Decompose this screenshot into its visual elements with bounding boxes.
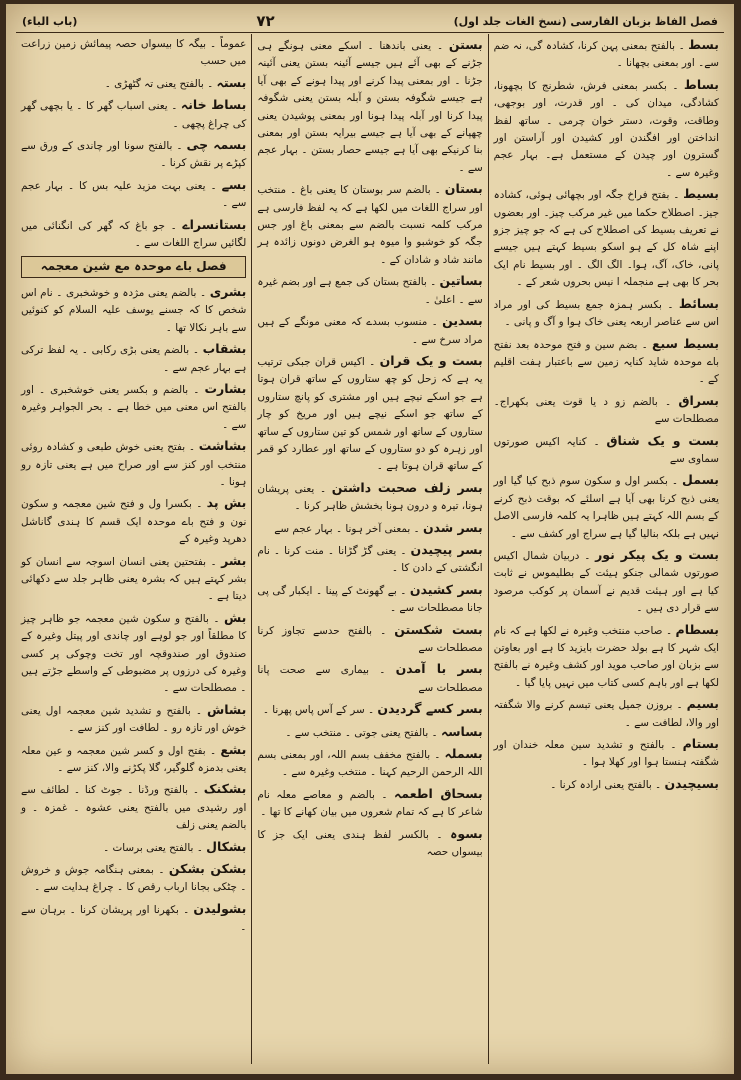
entry-headword: بساط خانہ <box>180 97 247 113</box>
dictionary-entry <box>494 185 719 291</box>
dictionary-entry <box>21 283 246 337</box>
entry-definition: ۔ بکسر اول و سکون سوم ذبح کیا گیا اور یعنی ذبح کرنا بھی آیا ہے اسلئے کہ بوقت ذبح کرنے کے بسم اللہ کہتے ہیں ظاہرا یہ کلمہ فارسی الاصل نہیں ہے بلکہ بنالیا گیا ہے سراج اور کشف سے ۔ <box>493 475 719 540</box>
dictionary-entry <box>257 700 482 719</box>
entry-definition: ۔ یعنی اسباب گھر کا ۔ یا بچھی گھر کی چراغ پچھی ۔ <box>21 100 247 130</box>
entry-headword: بساتین <box>439 273 483 289</box>
dictionary-entry <box>494 775 719 794</box>
dictionary-entry <box>257 723 482 742</box>
entry-headword: بسط <box>688 37 719 52</box>
entry-headword: بست و یک پیکر نور <box>595 546 719 562</box>
entry-definition: ۔ بالضم و بکسر یعنی خوشخبری ۔ اور بالفتح اس معنی میں خطا ہے ۔ بحر الجواہر وغیرہ سے ۔ <box>21 383 247 431</box>
dictionary-entry <box>21 838 246 857</box>
entry-headword: بستانسراے <box>182 216 247 232</box>
entry-definition: ۔ بالضم و معاصے معلہ نام شاعر کا ہے کہ تمام شعروں میں بیان کھانے کا تھا ۔ <box>257 788 483 819</box>
entry-headword: بستن <box>448 37 483 52</box>
entry-headword: بشاشت <box>198 438 247 454</box>
dictionary-entry <box>494 471 719 543</box>
entry-definition: ۔ بالفتح و تشدید سین معلہ خندان اور شگفتہ ہنستا ہوا اور کھلا ہوا ۔ <box>493 739 719 769</box>
entry-definition: ۔ دربیان شمال اکیس صورتوں شمالی جنکو ہیئت کے بطلیموس نے ثابت کیا ہے اور ہیئت قدیم نے آسمان پر کوکب مرصود سے قرار دی ہیں ۔ <box>493 549 719 615</box>
dictionary-entry <box>257 621 482 658</box>
entry-definition: ۔ بالضم یعنی مژدہ و خوشخبری ۔ نام اس شخص کا کہ جسنے یوسف علیہ السلام کو کنوئیں سے باہر نکالا تھا ۔ <box>21 286 247 334</box>
entry-definition: ۔ بالفتح بمعنی پہن کرنا، کشادہ گی، نہ ضم سے۔ اور بمعنی بچھانا ۔ <box>493 40 719 70</box>
entry-definition: ۔ بالفتح و تشدید شین معجمہ اول یعنی خوش اور تازہ رو ۔ لطافت اور کنز سے ۔ <box>21 704 247 735</box>
entry-definition: ۔ بضم سین و فتح موحدہ بعد نفتح باے موحدہ شاید کنایہ زمین سے باعتبار ہفت اقلیم کے ۔ <box>493 338 719 386</box>
entry-headword: بست و یک شناق <box>606 432 719 448</box>
entry-headword: بشاش <box>206 701 247 717</box>
entry-definition: ۔ یعنی پریشان ہونا، تیرہ و درون ہونا بخشش ظاہر کرنا ۔ <box>257 482 483 513</box>
entry-headword: بست و یک قران <box>379 352 483 368</box>
dictionary-entry <box>257 825 482 862</box>
column-middle <box>251 34 488 1064</box>
page-header <box>16 10 724 33</box>
dictionary-entry <box>21 74 246 93</box>
entry-definition: ۔ اکیس قران جبکی ترتیب یہ ہے کہ زحل کو چھ ستاروں کے ساتھ قران ہوتا ہے جو اسکے نیچے ہیں اور مشتری کو پانچ ستاروں کے ساتھ جو اسکے نیچے ہیں اور مریخ کو چار ستاروں کے ساتھ اور شمس کو تین ستاروں کے ساتھ اور زہرہ کو دو ستاروں کے ساتھ اور عطارد کو قمر کے ساتھ قران ہوتا ہے ۔ <box>257 355 483 473</box>
dictionary-entry <box>21 136 246 173</box>
entry-definition: ۔ صاحب منتخب وغیرہ نے لکھا ہے کہ نام ایک شہر کا ہے بولد حضرت بایزید کا ہے اور بعاوتن سے بزبان اور صاحب موید اور کشف وغیرہ نے بالفتح لکھا ہے اور باہم کسی کتاب میں نہیں پایا گیا ۔ <box>493 624 719 689</box>
entry-headword: بسیط <box>683 186 719 202</box>
dictionary-entry <box>257 785 482 822</box>
entry-definition: ۔ بکسر بمعنی فرش، شطرنج کا بچھونا، کشادگی، میدان کی ۔ اور قدرت، اور بوجھی، وطاقت، وقوت، دستر خوان چرمی ۔ ساتھ لفظ انداختن اور افگندن اور کشیدن اور آراستن اور گسترون اور چیدن کے مستعمل ہے۔ بہار عجم وغیرہ سے ۔ <box>493 79 719 179</box>
entry-headword: بساسہ <box>440 723 483 739</box>
entry-definition: ۔ بالضم یعنی بڑی رکابی ۔ یہ لفظ ترکی ہے بہار عجم سے ۔ <box>21 344 247 374</box>
entry-headword: بشارت <box>204 380 247 396</box>
dictionary-entry <box>21 96 246 133</box>
entry-definition: ۔ بمعنی ہنگامہ جوش و خروش ۔ چٹکی بجانا ارباب رقص کا ۔ چراغ ہدایت سے ۔ <box>21 864 247 894</box>
dictionary-entry <box>494 76 719 182</box>
entry-headword: بسر کشیدن <box>409 581 483 597</box>
entry-headword: بست شکستن <box>394 621 483 637</box>
entry-headword: بشقاب <box>202 341 247 357</box>
entry-definition: ۔ کنایہ اکیس صورتوں سماوی سے <box>493 435 719 465</box>
dictionary-entry <box>21 780 246 834</box>
entry-definition: ۔ بکسرا ول و فتح شین معجمہ و سکون نون و فتح باے موحدہ ایک قسم کا ہندی گاناشل دھرپد وغیرہ کے <box>21 498 247 546</box>
entry-definition: ۔ یعنی باندھنا ۔ اسکے معنی ہونگے ہی جڑنے کے بھی آئے ہیں جیسے آئینہ بستن یعنی آئینہ جڑنا ۔ اور بمعنی پیدا کرنے اور پیدا ہونے کے بھی آیا ہے جیسے شگوفہ بستن و آبلہ بستن یعنی شگوفہ پیدا کرنا اور آبلہ پیدا ہونا اور بمعنی پوشیدن یعنی چھپانے کے بھی آیا ہے جیسے بیرایہ بستن اور بمعنی بنا کرنیکے بھی آیا ہے جیسے حصار بستن ۔ بہار عجم سے ۔ <box>257 40 483 174</box>
entry-definition: ۔ بالفتح یعنی جوتی ۔ منتخب سے ۔ <box>285 726 438 739</box>
dictionary-entry <box>257 272 482 309</box>
entry-headword: بسیط سبع <box>651 335 720 351</box>
dictionary-entry <box>257 519 482 538</box>
entry-definition: ۔ بالضم سر بوستان کا یعنی باغ ۔ منتخب اور سراج اللغات میں لکھا ہے کہ یہ لفظ فارسی ہے مرکب کلمہ نسبت بالضم سے بمعنی باغ اور جس جگہ کو خوشبو وا میوہ ہو الغرض دونوں زائدہ ہر مانند شاد و شادان کے ۔ <box>257 184 483 266</box>
dictionary-entry <box>494 735 719 772</box>
dictionary-entry <box>257 581 482 618</box>
dictionary-entry <box>494 295 719 332</box>
entry-definition: ۔ بفتح یعنی خوش طبعی و کشادہ روئی منتخب اور کنز سے اور صراح میں ہے یعنی تازہ رو ہونا ۔ <box>21 441 247 488</box>
entry-definition: ۔ بفتحتین یعنی انسان اسوجہ سے انسان کو بشر کہتے ہیں کہ بشرہ یعنی ظاہر جلد سے دکھائی دیتا ہے ۔ <box>21 555 247 603</box>
entry-headword: بشکنک <box>203 781 247 797</box>
dictionary-entry <box>257 312 482 349</box>
entry-definition: ۔ بروزن جمیل یعنی تبسم کرنے والا شگفتہ اور والا، لطافت سے ۔ <box>493 699 719 729</box>
entry-definition: ۔ بالفتح حدسے تجاوز کرنا مصطلحات سے <box>257 624 483 654</box>
entry-headword: بسیچیدن <box>664 775 719 791</box>
entry-definition: ۔ بالفتح بستان کی جمع ہے اور بضم غیرہ سے ۔ اعلیٰ ۔ <box>257 276 483 306</box>
entry-headword: بشع <box>220 741 247 757</box>
dictionary-entry <box>21 176 246 213</box>
entry-definition: ۔ بالفتح یعنی برسات ۔ <box>103 841 203 854</box>
entry-definition: ۔ بکسر ہمزہ جمع بسیط کی اور مراد اس سے عناصر اربعہ یعنی خاک ہوا و آگ و پانی ۔ <box>493 298 719 329</box>
dictionary-entry <box>21 741 246 778</box>
entry-definition: ۔ یعنی گڑ گڑانا ۔ منت کرنا ۔ نام انگشتی کے دادن کا ۔ <box>257 544 483 575</box>
entry-headword: بشر <box>221 552 247 568</box>
dictionary-entry <box>21 36 246 71</box>
page-number: ۷۲ <box>256 12 275 30</box>
dictionary-entry <box>494 546 719 618</box>
column-left <box>16 34 251 1064</box>
entry-definition: ۔ بے گھونٹ کے پینا ۔ ایکبار گی پی جانا مصطلحات سے ۔ <box>257 584 483 615</box>
entry-definition: ۔ بالفتح یعنی تہ گٹھڑی ۔ <box>104 77 214 90</box>
header-section-label: (باب الباء) <box>22 14 78 28</box>
entry-definition: ۔ منسوب بسدے کہ معنی مونگے کے ہیں مراد سرخ سے ۔ <box>257 316 483 346</box>
column-right <box>489 34 724 1064</box>
entry-headword: بشولیدن <box>193 900 247 916</box>
entry-definition: ۔ بفتح فراخ جگہ اور بچھائی ہوئی، کشادہ جیز۔ اصطلاح حکما میں غیر مرکب چیز۔ اور بعضوں نے تعریف بسیط کی اصطلاح کی ہے کہ جو چیز جزو اپنے شاہ کل کے ہو اسکو بسیط کہتے ہیں جیسے پانی، خاک، آگ، ہوا۔ الگ الگ ۔ اور بسیط نام ایک بحر کا بھی ہے منجملہ ا نیس بحروں شعر کے ۔ <box>493 189 719 289</box>
dictionary-entry <box>494 36 719 73</box>
entry-definition: ۔ جو باغ کہ گھر کی انگنائی میں لگائیں سراج اللغات سے ۔ <box>21 219 247 250</box>
entry-headword: بسر با آمدن <box>395 661 483 677</box>
entry-definition: ۔ بفتح اول و کسر شین معجمہ و عین معلہ یعنی بدمزہ گلوگیر، گلا پکڑنے والا، کنز سے ۔ <box>21 744 247 775</box>
entry-definition: ۔ بالفتح یعنی ارادہ کرنا ۔ <box>550 778 662 791</box>
text-columns <box>16 34 724 1064</box>
entry-definition: ۔ بالکسر لفظ ہندی یعنی ایک جز کا بیسواں حصہ <box>257 828 483 859</box>
dictionary-entry <box>21 552 246 606</box>
entry-headword: بسدین <box>442 313 483 329</box>
entry-headword: بستہ <box>216 74 247 90</box>
dictionary-entry <box>257 541 482 578</box>
entry-headword: بشکن بشکن <box>168 861 247 877</box>
entry-definition: ۔ بمعنی آخر ہونا ۔ بہار عجم سے <box>274 522 420 535</box>
entry-definition: ۔ بالضم زو د یا قوت یعنی بکھراج۔ مصطلحات سے <box>493 395 719 426</box>
dictionary-page <box>6 4 734 1074</box>
dictionary-entry <box>21 900 246 937</box>
entry-headword: بسمہ چی <box>186 137 247 153</box>
entry-definition: ۔ یعنی بہت مزید علیہ بس کا ۔ بہار عجم سے ۔ <box>21 179 247 210</box>
dictionary-entry <box>257 745 482 782</box>
entry-headword: بسملہ <box>444 746 483 762</box>
entry-headword: بستان <box>444 181 483 197</box>
entry-headword: بسر زلف صحبت داشتن <box>331 479 483 495</box>
dictionary-entry <box>257 660 482 697</box>
entry-headword: بسوہ <box>450 825 483 841</box>
dictionary-entry <box>21 437 246 491</box>
entry-definition: ۔ بکھرنا اور پریشان کرنا ۔ برہان سے ۔ <box>21 903 247 934</box>
entry-definition: عموماً ۔ بیگہ کا بیسواں حصہ پیمائش زمین زراعت میں حسب <box>21 38 247 68</box>
dictionary-entry <box>257 479 482 516</box>
entry-definition: ۔ سر کے آس پاس پھرنا ۔ <box>262 704 375 717</box>
entry-headword: بسمل <box>682 472 719 488</box>
dictionary-entry <box>21 380 246 434</box>
entry-headword: بشکال <box>206 838 247 854</box>
entry-definition: ۔ بالفتح سونا اور چاندی کے ورق سے کپڑے پر نقش کرنا ۔ <box>21 140 247 170</box>
dictionary-entry <box>21 701 246 738</box>
dictionary-entry <box>494 432 719 469</box>
dictionary-entry <box>494 621 719 693</box>
entry-headword: بسے <box>221 176 247 192</box>
entry-definition: ۔ بالفتح و سکون شین معجمہ جو ظاہر چیز کا مطلقاً اور جو لوہے اور چاندی اور پیتل وغیرہ کے صندوق اور صندوقچہ اور تخت وچوکی پر کسی وغیرہ کی درزوں پر مضبوطی کے واسطے جڑتے ہیں ۔ مصطلحات سے ۔ <box>21 612 247 695</box>
entry-headword: بسر شدن <box>422 519 483 535</box>
entry-headword: بسطام <box>675 621 719 637</box>
entry-headword: بساط <box>683 76 719 92</box>
entry-definition: ۔ بالفتح ورڈنا ۔ جوٹ کنا ۔ لطائف سے اور رشیدی میں بالفتح یعنی عشوہ ۔ غمزہ ۔ و بالضم یعنی زلف <box>21 784 247 832</box>
dictionary-entry <box>494 335 719 389</box>
dictionary-entry <box>257 180 482 269</box>
entry-definition: ۔ بالفتح مخفف بسم اللہ، اور بمعنی بسم اللہ الرحمن الرحیم کہنا ۔ منتخب وغیرہ سے ۔ <box>257 749 483 779</box>
dictionary-entry <box>21 216 246 253</box>
entry-definition: ۔ بیماری سے صحت پانا مصطلحات سے <box>257 664 483 694</box>
dictionary-entry <box>21 340 246 377</box>
entry-headword: بسحاق اطعمہ <box>393 785 483 801</box>
entry-headword: بشری <box>209 283 247 299</box>
dictionary-entry <box>21 494 246 548</box>
dictionary-entry <box>494 695 719 732</box>
entry-headword: بش پد <box>206 495 247 511</box>
dictionary-entry <box>21 609 246 698</box>
header-running-title: فصل الفاظ بزبان الفارسی (نسخ الغات جلد اول) <box>453 14 718 28</box>
entry-headword: بسر پیچیدن <box>410 541 483 557</box>
dictionary-entry <box>494 392 719 429</box>
entry-headword: بسراق <box>678 392 719 408</box>
dictionary-entry <box>257 352 482 476</box>
entry-headword: بستام <box>682 736 719 752</box>
entry-headword: بسیم <box>686 696 719 712</box>
dictionary-entry <box>257 36 482 177</box>
dictionary-entry <box>21 860 246 897</box>
section-heading: فصل باے موحدہ مع شین معجمہ <box>21 256 246 277</box>
entry-headword: بسائط <box>678 295 719 311</box>
entry-headword: بسر کسے گردیدن <box>377 701 483 717</box>
entry-headword: بش <box>223 609 247 625</box>
